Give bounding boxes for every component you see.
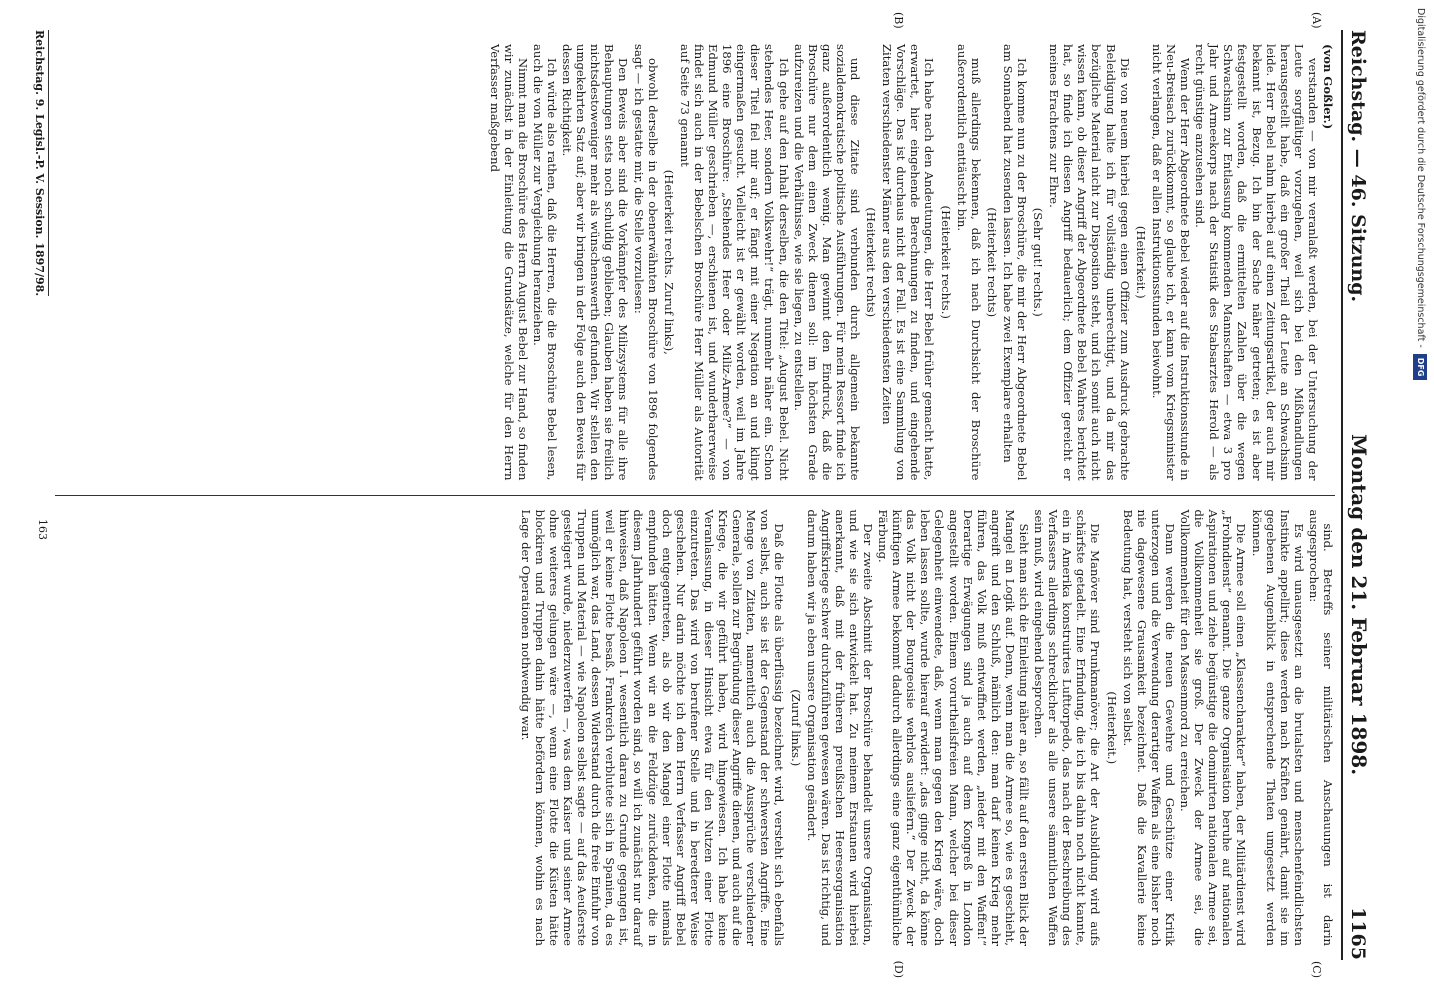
footer-sheet-number: 163 — [36, 519, 49, 540]
rotated-page — [0, 12, 1375, 978]
paragraph: Es wird unausgesetzt an die brutalsten und menschenfeindlichsten Instinkte appellirt; diese werden nach Kräften genährt, damit sie im gegebenen Augenblick in entsprechende Thaten umgesetzt werden können. — [1249, 509, 1306, 946]
dfg-logo: DFG — [1413, 354, 1427, 381]
header-page-number: 1165 — [1347, 907, 1369, 960]
header-date: Montag den 21. Februar 1898. — [1347, 434, 1371, 776]
paragraph: Die Manöver sind Prunkmanöver; die Art der Ausbildung wird aufs schärfste getadelt. Eine Erfindung, die ich bis dahin noch nicht kannte, ein in Amerika konstruirtes Lufttorpedo, das nach der Beschreibung des Verfassers allerdings schrecklicher als alle unsere sämmtlichen Waffen sein muß, wird eingehend besprochen. — [1032, 509, 1103, 946]
column-right — [55, 495, 1335, 961]
paragraph: Den Beweis aber sind die Vorkämpfer des Milizsystems für alle ihre Behauptungen stets noch schuldig geblieben; Glauben haben sie freilich nichtsdestoweniger mehr als wünschenswerth gefunden. Wir stellen den umgekehrten Satz auf; aber wir bringen in der Folge auch den Beweis für dessen Richtigkeit. — [560, 44, 631, 481]
page-footer — [19, 30, 49, 960]
paragraph: verstanden — von mir veranlaßt werden, bei der Untersuchung der Leute sorgfältiger vorzugehen, weil sich bei den Mißhandlungen herausgestellt habe, daß ein großer Theil der Leute an Schwachsinn leide. Herr Bebel nahm hierbei auf einen Zeitungsartikel, der auch mir bekannt ist, Bezug. Ich bin der Sache näher getreten; es ist aber festgestellt worden, daß die ermittelten Zahlen über die wegen Schwachsinn zur Entlassung kommenden Mannschaften — etwa 3 pro Jahr und Armeekorps nach der Statistik des Stabsarztes Herold — als recht günstige anzusehen sind. — [1193, 44, 1320, 481]
paragraph: Ich gehe auf den Inhalt derselben, die den Titel: „August Bebel. Nicht stehendes Heer, sondern Volkswehr!“ trägt, nunmehr näher ein. Schon dieser Titel fiel mir auf; er fängt mit einer Negation an und klingt eingermaßen gesucht. Vielleicht ist er gewählt worden, weil im Jahre 1896 eine Broschüre: „Stehendes Heer oder Miliz-Armee?“ — von Edmund Müller geschrieben —, erschienen ist, und wunderbarerweise findet sich auch in der Bebelschen Broschüre Herr Müller als Autorität auf Seite 73 genannt — [677, 44, 791, 481]
paragraph: Daß die Flotte als überflüssig bezeichnet wird, versteht sich ebenfalls von selbst, auch sie ist der Gegenstand der schwersten Angriffe. Eine Menge von Zitaten, namentlich auch die Aussprüche verschiedener Generale, sollen zur Begründung dieser Angriffe dienen, und auch auf die Kriege, die wir geführt haben, wird hingewiesen. Ich habe keine Veranlassung, in dieser Hinsicht etwa für den Nutzen einer Flotte einzutreten. Das wird von berufener Stelle und in beredterer Weise geschehen. Nur darin möchte ich dem Herrn Verfasser Angriff Bebel doch entgegentreten, als ob wir den Mangel einer Flotte niemals empfunden hätten. Wenn wir an die Feldzüge zurückdenken, die in diesem Jahrhundert geführt worden sind, so will ich zunächst nur darauf hinweisen, daß Napoleon I. wesentlich daran zu Grunde gegangen ist, weil er keine Flotte besaß. Frankreich verblutete sich in Spanien, da es unmöglich war, das Land, dessen Widerstand durch die freie Einfuhr von Truppen und Material — wie Napoleon selbst sagte — auf das Aeußerste gesteigert wurde, niederzuwerfen —, was dem Kaiser und seiner Armee ohne weiteres gelungen wäre —, wenn eine Flotte die Küsten hätte blockiren und Truppen dahin hätte befördern können, wohin es nach Lage der Operationen nothwendig war. — [518, 509, 787, 946]
interjection: (Sehr gut! rechts.) — [1031, 207, 1046, 317]
column-left — [55, 30, 1335, 495]
footer-session-info: Reichstag. 9. Legisl.-P. V. Session. 1897/98. — [33, 30, 49, 296]
interjection: (Heiterkeit rechts) — [984, 207, 999, 318]
paragraph: Die Armee soll einen „Klassencharakter“ haben, der Militärdienst wird „Frohndienst“ genannt. Die ganze Organisation beruhe auf nationalen Aspirationen und ziehe begünstige die dominirten nationalen Armee sei, die Vollkommenheit sie groß. Der Zweck der Armee sei, die Vollkommenheit für den Massenmord zu erreichen. — [1178, 509, 1249, 946]
interjection: (Zuruf links.) — [788, 689, 803, 767]
paragraph: muß allerdings bekennen, daß ich nach Durchsicht der Broschüre außerordentlich enttäuscht bin. — [954, 44, 983, 481]
paragraph: sind. Betreffs seiner militärischen Anschauungen ist darin ausgesprochen: — [1306, 509, 1335, 946]
interjection: (Heiterkeit rechts. Zuruf links), — [661, 169, 676, 355]
marker-c: (C) — [1310, 961, 1323, 978]
paragraph: Sieht man sich die Einleitung näher an, so fällt auf den ersten Blick der Mangel an Logik auf. Denn, wenn man die Armee so, wie es geschieht, angreift und den Schluß, nämlich den: man darf keinen Krieg mehr führen, das Volk muß entwaffnet werden, „nieder mit den Waffen!“ Derartige Erwägungen sind ja auch auf dem Kongreß in London angestellt worden. Einem vorurtheilsfreien Mann, welcher bei dieser Gelegenheit einwendete, daß, wenn man gegen den Krieg wäre, doch leben lassen sollte, wurde hierauf erwidert: „das ginge nicht, da könne das Volk nicht der Bourgeoisie wehrlos ausliefern.“ Der Zweck der künftigen Armee bekommt dadurch allerdings eine ganz eigenthümliche Färbung. — [876, 509, 1032, 946]
header-session: Reichstag. — 46. Sitzung. — [1347, 30, 1369, 303]
interjection: (Heiterkeit.) — [1104, 691, 1119, 765]
paragraph: Wenn der Herr Abgeordnete Bebel wieder auf die Instruktionsstunde in Neu-Breisach zurückkommt, so glaube ich, er kann vom Kriegsminister nicht verlangen, daß er allen Instruktionsstunden beiwohnt. — [1149, 44, 1193, 481]
paragraph: Ich komme nun zu der Broschüre, die mir der Herr Abgeordnete Bebel am Sonnabend hat zusenden lassen. Ich habe zwei Exemplare erhalten — [1000, 44, 1030, 481]
credit-text: Digitalisierung gefördert durch die Deutsche Forschungsgemeinschaft - — [1415, 8, 1426, 348]
marker-b: (B) — [892, 12, 905, 29]
page-header — [1341, 30, 1375, 960]
paragraph: Ich habe nach den Andeutungen, die Herr Bebel früher gemacht hatte, erwartet, hier eingehende Berechnungen zu finden, und eingehende Vorschläge. Das ist durchaus nicht der Fall. Es ist eine Sammlung von Zitaten verschiedenster Männer aus den verschiedensten Zeiten — [880, 44, 937, 481]
paragraph: Die von neuem hierbei gegen einen Offizier zum Ausdruck gebrachte Beleidigung halte ich für vollständig unberechtigt, und da mir das bezügliche Material nicht zur Disposition steht, und ich somit auch nicht wissen kann, ob dieser Angriff der Abgeordnete Bebel Wahres berichtet hat, so finde ich diesen Angriff bedauerlich; dem Offizier gereicht er meines Erachtens zur Ehre. — [1047, 44, 1132, 481]
speaker-name: (von Goßler.) — [1321, 44, 1335, 130]
paragraph: Nimmt man die Broschüre des Herrn August Bebel zur Hand, so finden wir zunächst in der Einleitung die Grundsätze, welche für den Herrn Verfasser maßgebend — [487, 44, 530, 481]
paragraph: und diese Zitate sind verbunden durch allgemein bekannte sozialdemokratische politische Ausführungen. Für mein Ressort finde ich ganz außerordentlich wenig. Man gewinnt den Eindruck, daß die Broschüre nur dem einen Zweck dienen soll: im höchsten Grade aufzureizen und die Verhältnisse, wie sie liegen, zu entstellen. — [791, 44, 862, 481]
interjection: (Heiterkeit rechts) — [864, 207, 879, 318]
paragraph: Der zweite Abschnitt der Broschüre behandelt unsere Organisation, und wie sie sich entwickelt hat. Zu meinem Erstaunen wird hierbei anerkannt, daß mit der früheren preußischen Heeresorganisation Angriffskriege schwer durchzuführen gewesen wären. Das ist richtig, und darum haben wir ja eben unsere Organisation geändert. — [804, 509, 875, 946]
marker-a: (A) — [1310, 12, 1323, 29]
marker-d: (D) — [892, 960, 905, 978]
paragraph: obwohl derselbe in der obenerwähnten Broschüre von 1896 folgendes sagt — ich gestatte mir, die Stelle vorzulesen: — [631, 44, 660, 481]
interjection: (Heiterkeit rechts.) — [938, 205, 953, 319]
interjection: (Heiterkeit.) — [1133, 225, 1148, 299]
paragraph: Ich würde also rathen, daß die Herren, die die Broschüre Bebel lesen, auch die von Müller zur Vergleichung heranziehen. — [530, 44, 560, 481]
digitization-credit — [1412, 8, 1432, 992]
page-body — [55, 30, 1335, 960]
paragraph: Dann werden die neuen Gewehre und Geschütze einer Kritik unterzogen und die Verwendung derartiger Waffen als eine bisher noch nie dagewesene Grausamkeit bezeichnet. Daß die Kavallerie keine Bedeutung hat, versteht sich von selbst. — [1120, 509, 1177, 946]
